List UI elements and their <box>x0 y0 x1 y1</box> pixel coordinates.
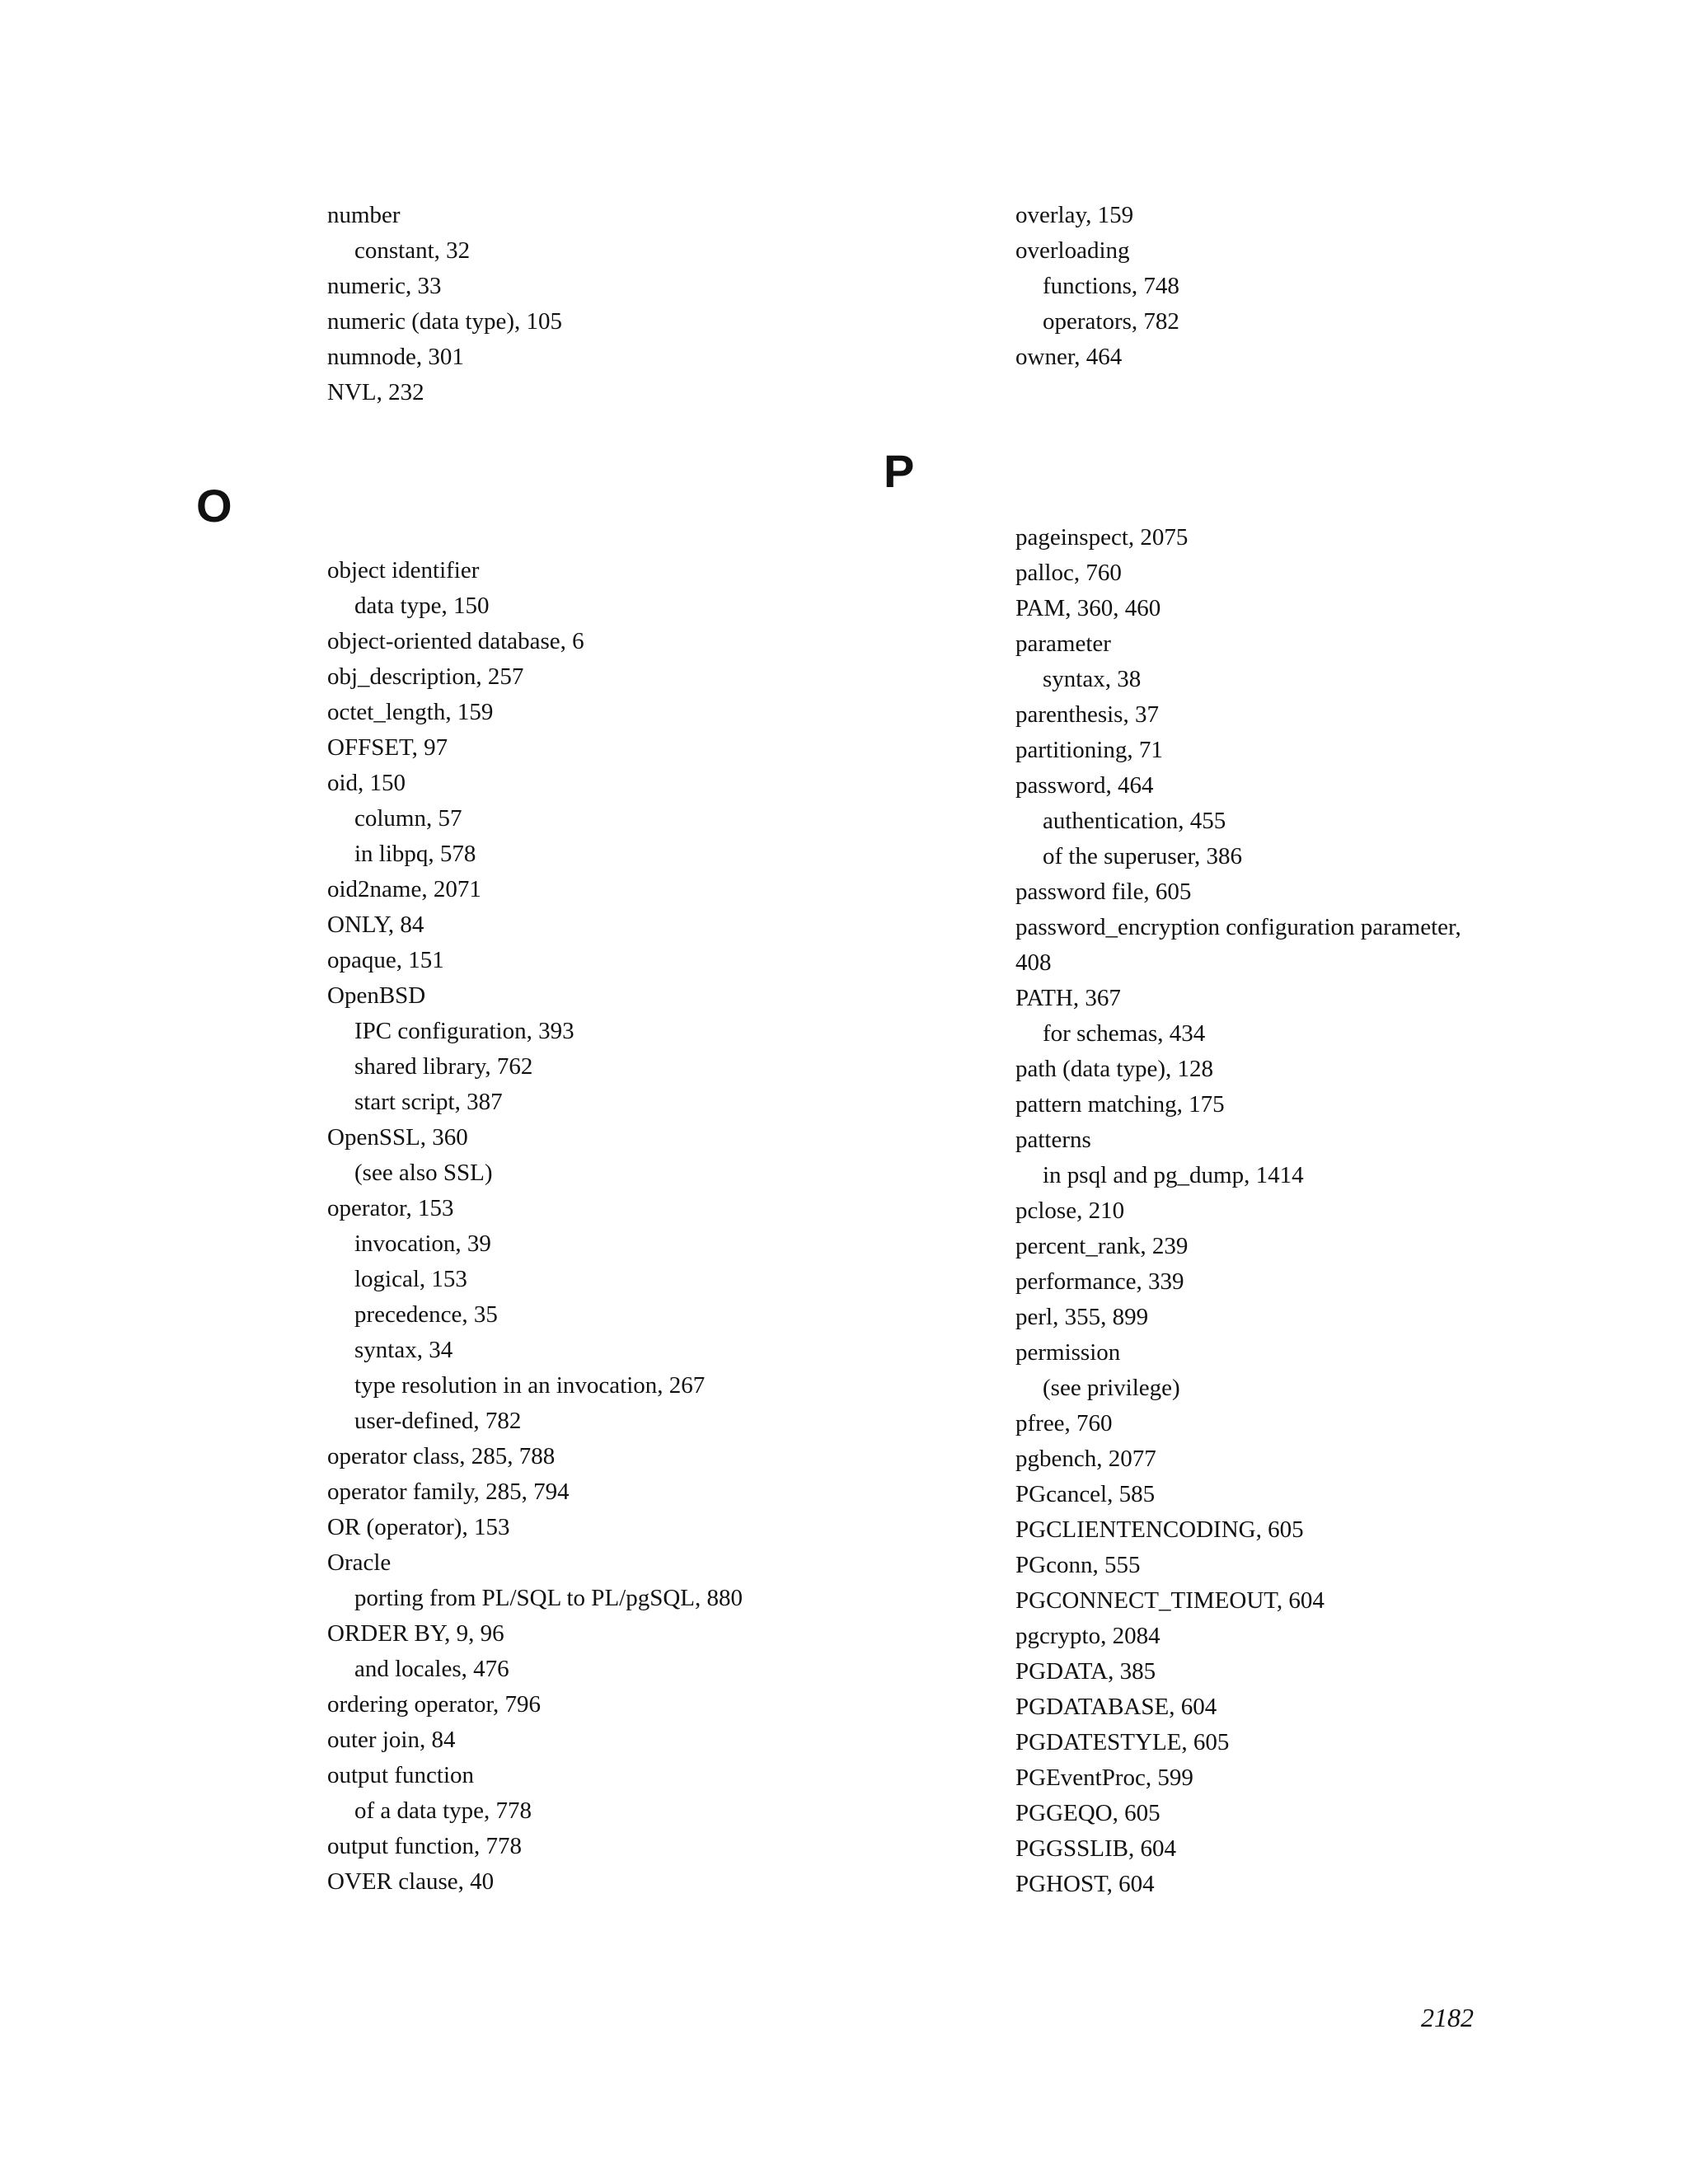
index-subentry: logical, 153 <box>354 1266 467 1292</box>
index-entry: PGGSSLIB, 604 <box>1015 1835 1176 1862</box>
index-subentry: of a data type, 778 <box>354 1797 532 1824</box>
index-entry: output function, 778 <box>327 1833 523 1859</box>
index-subentry: operators, 782 <box>1043 308 1179 335</box>
index-subentry: start script, 387 <box>354 1089 503 1115</box>
index-entry: overloading <box>1015 237 1130 264</box>
index-entry: opaque, 151 <box>327 947 444 973</box>
index-subentry: IPC configuration, 393 <box>354 1018 574 1044</box>
index-entry: obj_description, 257 <box>327 663 524 690</box>
index-entry: path (data type), 128 <box>1015 1056 1213 1082</box>
index-entry: operator class, 285, 788 <box>327 1443 556 1469</box>
index-subentry: shared library, 762 <box>354 1053 533 1080</box>
index-entry: numeric (data type), 105 <box>327 308 563 335</box>
index-entry: PGCONNECT_TIMEOUT, 604 <box>1015 1587 1325 1614</box>
index-subentry: authentication, 455 <box>1043 808 1226 834</box>
index-subentry: syntax, 38 <box>1043 666 1142 692</box>
index-entry: output function <box>327 1762 475 1788</box>
index-entry: OpenSSL, 360 <box>327 1124 468 1151</box>
index-entry: perl, 355, 899 <box>1015 1304 1149 1330</box>
index-entry: PGEventProc, 599 <box>1015 1765 1193 1791</box>
index-entry: ordering operator, 796 <box>327 1691 541 1718</box>
index-entry: pageinspect, 2075 <box>1015 524 1189 551</box>
index-entry: pgcrypto, 2084 <box>1015 1623 1160 1649</box>
index-entry: password file, 605 <box>1015 879 1192 905</box>
index-entry: percent_rank, 239 <box>1015 1233 1189 1259</box>
index-entry: PATH, 367 <box>1015 985 1121 1011</box>
index-entry: PGcancel, 585 <box>1015 1481 1156 1507</box>
index-entry: password_encryption configuration parameter, <box>1015 914 1461 940</box>
index-entry: owner, 464 <box>1015 344 1123 370</box>
index-subentry: for schemas, 434 <box>1043 1020 1206 1047</box>
index-entry: object-oriented database, 6 <box>327 628 584 654</box>
index-entry: palloc, 760 <box>1015 560 1122 586</box>
index-entry: overlay, 159 <box>1015 202 1134 228</box>
index-entry: outer join, 84 <box>327 1727 456 1753</box>
index-entry: partitioning, 71 <box>1015 737 1163 763</box>
index-entry: PAM, 360, 460 <box>1015 595 1161 621</box>
index-entry: numnode, 301 <box>327 344 464 370</box>
index-entry: OpenBSD <box>327 982 426 1009</box>
index-subentry: type resolution in an invocation, 267 <box>354 1372 706 1399</box>
index-column-right-p <box>1015 520 1526 1902</box>
index-entry: PGDATABASE, 604 <box>1015 1694 1217 1720</box>
index-subentry: user-defined, 782 <box>354 1408 522 1434</box>
section-letter-p: P <box>884 445 915 497</box>
index-entry: patterns <box>1015 1127 1091 1153</box>
index-entry: permission <box>1015 1339 1121 1366</box>
index-subentry: and locales, 476 <box>354 1656 509 1682</box>
index-entry: parenthesis, 37 <box>1015 701 1159 728</box>
index-subentry: precedence, 35 <box>354 1301 498 1328</box>
index-entry: PGHOST, 604 <box>1015 1871 1155 1897</box>
index-subentry: constant, 32 <box>354 237 471 264</box>
index-subentry: (see privilege) <box>1043 1375 1180 1401</box>
index-entry: OFFSET, 97 <box>327 734 448 761</box>
index-entry: number <box>327 202 401 228</box>
index-subentry: of the superuser, 386 <box>1043 843 1243 869</box>
index-entry: PGconn, 555 <box>1015 1552 1141 1578</box>
index-entry: object identifier <box>327 557 480 583</box>
index-column-left-o <box>327 553 838 1900</box>
index-entry: PGDATESTYLE, 605 <box>1015 1729 1230 1755</box>
index-entry: 408 <box>1015 949 1052 976</box>
index-entry: octet_length, 159 <box>327 699 494 725</box>
index-entry: oid2name, 2071 <box>327 876 481 902</box>
index-entry: oid, 150 <box>327 770 406 796</box>
index-entry: performance, 339 <box>1015 1268 1184 1295</box>
index-entry: OVER clause, 40 <box>327 1868 495 1895</box>
index-entry: password, 464 <box>1015 772 1154 799</box>
index-subentry: in psql and pg_dump, 1414 <box>1043 1162 1304 1188</box>
index-subentry: porting from PL/SQL to PL/pgSQL, 880 <box>354 1585 743 1611</box>
section-letter-o: O <box>196 480 232 532</box>
index-entry: PGDATA, 385 <box>1015 1658 1156 1685</box>
index-entry: pattern matching, 175 <box>1015 1091 1225 1118</box>
index-subentry: syntax, 34 <box>354 1337 453 1363</box>
index-subentry: data type, 150 <box>354 593 490 619</box>
index-entry: pclose, 210 <box>1015 1197 1125 1224</box>
index-entry: pfree, 760 <box>1015 1410 1113 1436</box>
index-entry: Oracle <box>327 1549 392 1576</box>
index-entry: ORDER BY, 9, 96 <box>327 1620 504 1647</box>
index-entry: PGGEQO, 605 <box>1015 1800 1160 1826</box>
index-entry: parameter <box>1015 630 1111 657</box>
index-subentry: column, 57 <box>354 805 462 832</box>
index-entry: ONLY, 84 <box>327 912 424 938</box>
index-column-right-top <box>1015 198 1526 375</box>
index-subentry: (see also SSL) <box>354 1160 493 1186</box>
index-entry: numeric, 33 <box>327 273 442 299</box>
index-subentry: invocation, 39 <box>354 1230 491 1257</box>
index-subentry: functions, 748 <box>1043 273 1179 299</box>
index-entry: OR (operator), 153 <box>327 1514 510 1540</box>
index-entry: operator family, 285, 794 <box>327 1479 570 1505</box>
index-entry: operator, 153 <box>327 1195 454 1221</box>
index-column-left-top <box>327 198 838 410</box>
index-entry: PGCLIENTENCODING, 605 <box>1015 1516 1304 1543</box>
index-subentry: in libpq, 578 <box>354 841 476 867</box>
index-entry: NVL, 232 <box>327 379 424 405</box>
index-entry: pgbench, 2077 <box>1015 1446 1156 1472</box>
page-number: 2182 <box>1421 2003 1474 2032</box>
